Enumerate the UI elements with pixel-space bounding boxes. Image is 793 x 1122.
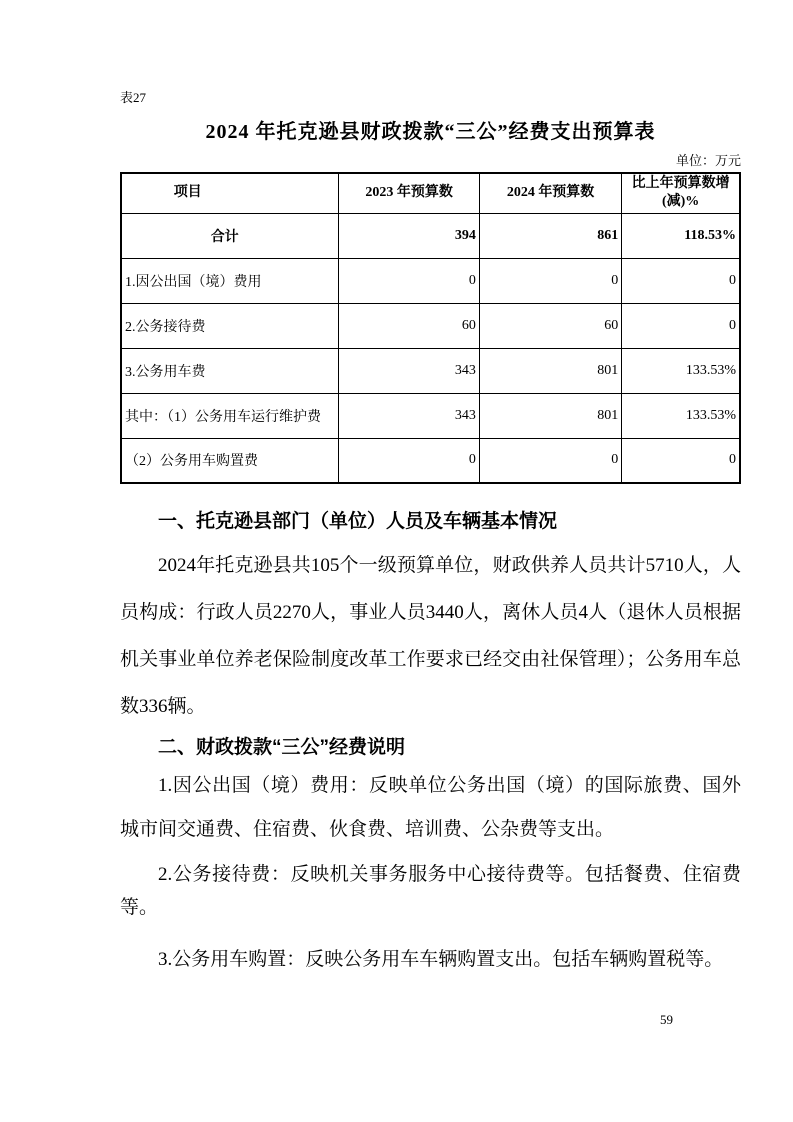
table-row-vehicle-purchase xyxy=(121,438,740,483)
item-cell: 1.因公出国（境）费用 xyxy=(121,258,339,303)
section-1-heading: 一、托克逊县部门（单位）人员及车辆基本情况 xyxy=(158,511,558,532)
header-cell-item: 项目 xyxy=(121,173,339,213)
table-row-abroad-expense xyxy=(121,258,740,303)
table-row-total xyxy=(121,213,740,258)
budget-table xyxy=(120,172,741,484)
budget-2023-cell: 343 xyxy=(339,348,480,393)
header-cell-change-pct: 比上年预算数增(减)% xyxy=(622,173,740,213)
section-2-paragraph-2: 2.公务接待费：反映机关事务服务中心接待费等。包括餐费、住宿费等。 xyxy=(120,864,741,918)
budget-2023-cell: 394 xyxy=(339,213,480,258)
page-number: 59 xyxy=(660,1012,673,1027)
section-1-paragraph: 2024年托克逊县共105个一级预算单位，财政供养人员共计5710人，人员构成：行政人员2270人，事业人员3440人，离休人员4人（退休人员根据机关事业单位养老保险制度改革工作要求已经交由社保管理）；公务用车总数336辆。 xyxy=(120,555,741,717)
unit-note: 单位：万元 xyxy=(675,153,741,168)
item-cell: 其中：（1）公务用车运行维护费 xyxy=(121,393,339,438)
budget-2023-cell: 0 xyxy=(339,258,480,303)
table-number-label: 表27 xyxy=(120,90,147,105)
item-cell: 合计 xyxy=(121,213,339,258)
item-cell: 3.公务用车费 xyxy=(121,348,339,393)
section-2-paragraph-1: 1.因公出国（境）费用：反映单位公务出国（境）的国际旅费、国外城市间交通费、住宿费、伙食费、培训费、公杂费等支出。 xyxy=(120,775,741,840)
table-row-reception-expense xyxy=(121,303,740,348)
budget-2024-cell: 0 xyxy=(479,438,621,483)
change-pct-cell: 0 xyxy=(622,438,740,483)
budget-2024-cell: 801 xyxy=(479,393,621,438)
header-cell-budget-2024: 2024 年预算数 xyxy=(479,173,621,213)
table-header-row xyxy=(121,173,740,213)
budget-2023-cell: 60 xyxy=(339,303,480,348)
table-row-vehicle-maintenance xyxy=(121,393,740,438)
budget-2023-cell: 0 xyxy=(339,438,480,483)
item-cell: 2.公务接待费 xyxy=(121,303,339,348)
change-pct-cell: 0 xyxy=(622,258,740,303)
change-pct-cell: 133.53% xyxy=(622,393,740,438)
section-2-heading: 二、财政拨款“三公”经费说明 xyxy=(158,737,406,758)
budget-2024-cell: 861 xyxy=(479,213,621,258)
budget-2024-cell: 0 xyxy=(479,258,621,303)
budget-2024-cell: 60 xyxy=(479,303,621,348)
change-pct-cell: 133.53% xyxy=(622,348,740,393)
budget-2023-cell: 343 xyxy=(339,393,480,438)
change-pct-cell: 118.53% xyxy=(622,213,740,258)
section-2-paragraph-3: 3.公务用车购置：反映公务用车车辆购置支出。包括车辆购置税等。 xyxy=(158,949,724,970)
page-title: 2024 年托克逊县财政拨款“三公”经费支出预算表 xyxy=(205,121,656,143)
change-pct-cell: 0 xyxy=(622,303,740,348)
budget-2024-cell: 801 xyxy=(479,348,621,393)
item-cell: （2）公务用车购置费 xyxy=(121,438,339,483)
table-row-vehicle-expense xyxy=(121,348,740,393)
header-cell-budget-2023: 2023 年预算数 xyxy=(339,173,480,213)
